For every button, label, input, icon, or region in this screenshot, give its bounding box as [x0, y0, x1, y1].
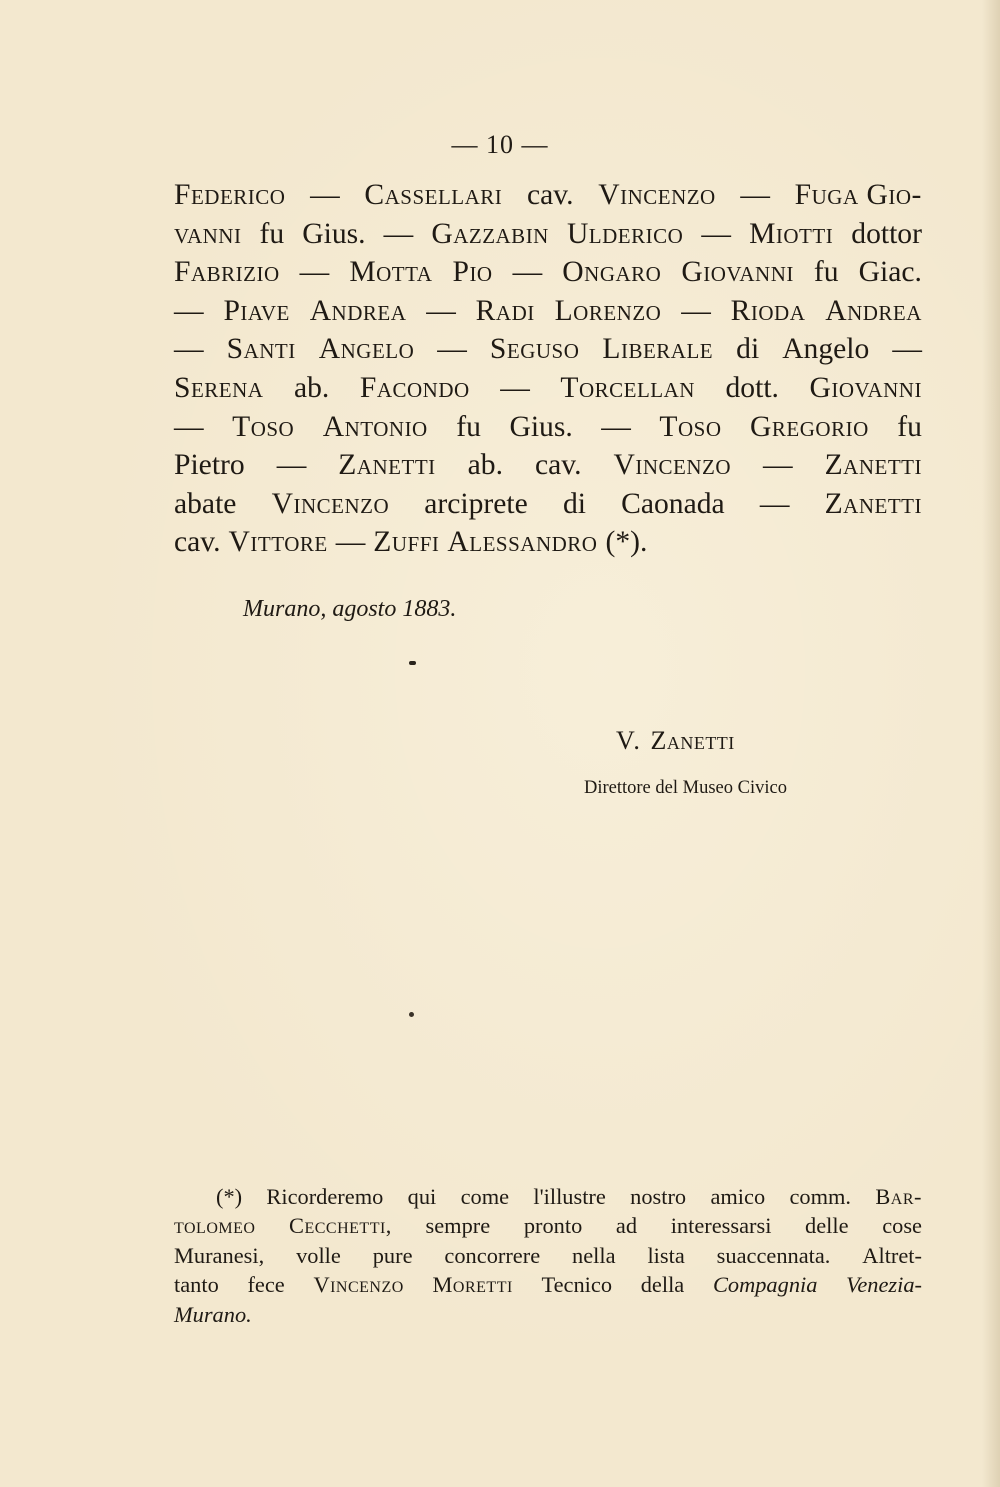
word: Compagnia: [712, 1272, 818, 1298]
word: —: [437, 333, 467, 366]
word: Gius.: [302, 217, 366, 250]
word: amico: [710, 1184, 766, 1209]
word: fu: [813, 256, 839, 289]
word: Giovanni: [809, 371, 922, 404]
word: Pio: [452, 256, 493, 289]
word: —: [310, 179, 340, 211]
text-line: [174, 176, 922, 215]
footnote: [174, 1182, 922, 1329]
word: come: [460, 1184, 510, 1209]
word: fece: [247, 1272, 285, 1298]
word: —: [740, 179, 770, 211]
word: tanto: [174, 1272, 219, 1298]
word: Angelo: [782, 333, 870, 366]
word: Fabrizio: [174, 256, 280, 289]
word: Pietro: [174, 449, 245, 482]
word: l'illustre: [533, 1184, 606, 1209]
word: —: [701, 217, 731, 250]
word: Zanetti: [824, 487, 922, 520]
word: —: [681, 294, 711, 327]
footnote-line: [174, 1182, 922, 1211]
word: Caonada: [621, 487, 725, 520]
word: Cassellari: [364, 179, 503, 211]
word: delle: [805, 1213, 849, 1239]
word: Motta: [349, 256, 433, 289]
text-line: [174, 523, 922, 562]
word: Altret-: [862, 1242, 922, 1268]
word: Vittore: [228, 526, 328, 559]
word: pure: [372, 1242, 413, 1268]
word: nella: [572, 1242, 616, 1268]
word: Ulderico: [566, 217, 684, 250]
text-line: [174, 369, 922, 408]
word: sempre: [425, 1213, 491, 1239]
word: —: [892, 333, 922, 366]
word: di: [736, 333, 760, 366]
word: —: [276, 449, 307, 482]
word: —: [174, 294, 204, 327]
footnote-line: [174, 1241, 922, 1270]
word: Federico: [174, 179, 286, 211]
word: Torcellan: [560, 371, 695, 404]
word: —: [426, 294, 456, 327]
word: Piave: [223, 294, 290, 327]
word: lista: [647, 1242, 685, 1268]
word: Bar-: [875, 1184, 922, 1209]
word: cav.: [526, 179, 574, 211]
word: —: [512, 256, 543, 289]
word: nostro: [630, 1184, 687, 1209]
word: Toso: [232, 410, 295, 443]
word: Cecchetti,: [289, 1213, 392, 1239]
word: dott.: [725, 371, 779, 404]
word: Radi: [475, 294, 535, 327]
word: volle: [296, 1242, 341, 1268]
text-line: [174, 253, 922, 292]
word: comm.: [789, 1184, 852, 1209]
word: vanni: [174, 217, 242, 250]
word: Toso: [659, 410, 722, 443]
word: Venezia-: [846, 1272, 922, 1298]
page-number: — 10 —: [451, 130, 549, 159]
word: —: [763, 449, 793, 482]
word: —: [174, 333, 204, 366]
word: cav.: [174, 526, 221, 559]
word: Ricorderemo: [266, 1184, 384, 1209]
signature: [616, 726, 735, 756]
word: suaccennata.: [716, 1242, 831, 1268]
word: —: [500, 371, 530, 404]
word: Santi: [226, 333, 296, 366]
word: Vincenzo: [313, 1272, 404, 1298]
body-text: [174, 176, 922, 562]
word: fu: [897, 410, 922, 443]
word: Serena: [174, 371, 264, 404]
word: Gregorio: [750, 410, 869, 443]
word: Facondo: [359, 371, 470, 404]
text-line: [174, 330, 922, 369]
text-line: [174, 292, 922, 331]
word: Lorenzo: [554, 294, 662, 327]
word: Vincenzo: [271, 487, 390, 520]
footnote-line: [174, 1211, 922, 1240]
word: —: [383, 217, 414, 250]
word: abate: [174, 487, 237, 520]
word: Andrea: [309, 294, 407, 327]
ink-mark: [409, 661, 416, 665]
word: —: [759, 487, 790, 520]
word: cav.: [534, 449, 582, 482]
word: Giac.: [858, 256, 922, 289]
word: Gius.: [509, 410, 573, 443]
word: Giovanni: [681, 256, 794, 289]
text-line: [174, 215, 922, 254]
signature-initial: V.: [616, 726, 642, 755]
word: Zanetti: [338, 449, 436, 482]
word: Vincenzo: [598, 179, 716, 211]
word: —: [174, 410, 204, 443]
word: Murano.: [174, 1301, 252, 1327]
word: Fuga Gio-: [794, 179, 922, 211]
word: —: [601, 410, 631, 443]
word: Angelo: [318, 333, 415, 366]
signature-title: Direttore del Museo Civico: [584, 778, 787, 798]
page-edge: [982, 0, 1000, 1487]
word: cose: [882, 1213, 922, 1239]
word: dottor: [851, 217, 922, 250]
word: Zanetti: [824, 449, 922, 482]
footnote-line: [174, 1270, 922, 1299]
word: Muranesi,: [174, 1242, 265, 1268]
word: tolomeo: [174, 1213, 256, 1239]
word: Ongaro: [562, 256, 662, 289]
word: ab.: [467, 449, 503, 482]
word: —: [299, 256, 330, 289]
word: arciprete: [424, 487, 528, 520]
word: Rioda: [730, 294, 806, 327]
word: Seguso: [489, 333, 580, 366]
footnote-line: [174, 1300, 922, 1329]
word: Moretti: [432, 1272, 513, 1298]
word: pronto: [523, 1213, 583, 1239]
word: qui: [407, 1184, 437, 1209]
word: fu: [456, 410, 481, 443]
word: concorrere: [444, 1242, 541, 1268]
word: Liberale: [602, 333, 714, 366]
word: (*): [216, 1184, 243, 1209]
signature-surname: Zanetti: [650, 726, 735, 755]
word: interessarsi: [670, 1213, 772, 1239]
text-line: [174, 485, 922, 524]
word: Zuffi: [373, 526, 440, 559]
word: Alessandro: [447, 526, 598, 559]
word: (*).: [605, 526, 648, 559]
ink-dot: [409, 1012, 414, 1017]
dateline: Murano, agosto 1883.: [243, 596, 457, 622]
word: Vincenzo: [613, 449, 732, 482]
word: ad: [615, 1213, 638, 1239]
word: della: [640, 1272, 685, 1298]
word: fu: [259, 217, 285, 250]
text-line: [174, 408, 922, 447]
word: Antonio: [322, 410, 428, 443]
word: —: [335, 526, 366, 559]
text-line: [174, 446, 922, 485]
word: Miotti: [749, 217, 834, 250]
word: Tecnico: [541, 1272, 613, 1298]
word: Gazzabin: [431, 217, 549, 250]
word: Andrea: [825, 294, 922, 327]
word: di: [562, 487, 586, 520]
word: ab.: [294, 371, 330, 404]
